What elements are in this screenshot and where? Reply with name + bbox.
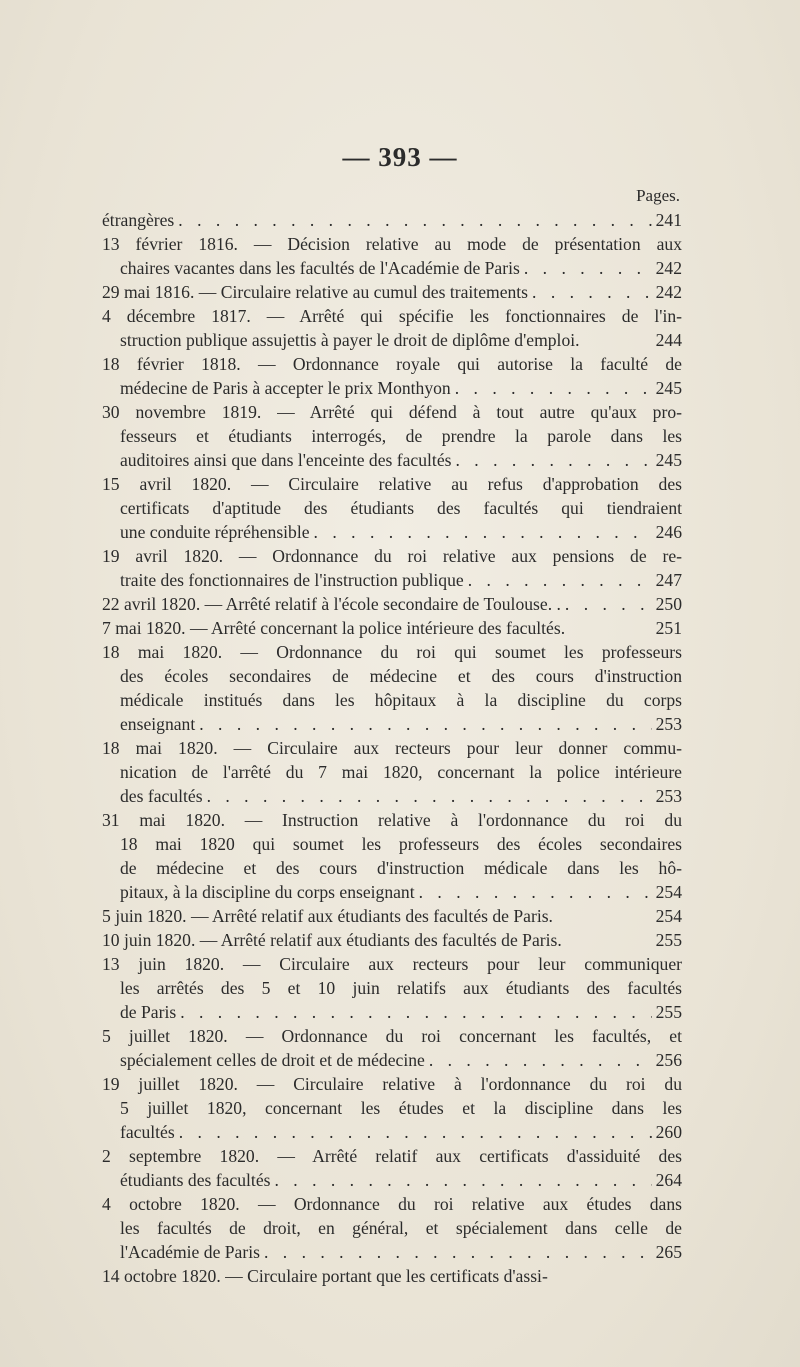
toc-entry-text: 4 décembre 1817. — Arrêté qui spécifie les fonctionnaires de l'in- — [102, 306, 682, 326]
toc-line — [120, 1048, 682, 1072]
dot-leader — [419, 880, 652, 904]
toc-page-number: 254 — [655, 882, 682, 902]
toc-entry-text: 2 septembre 1820. — Arrêté relatif aux certificats d'assiduité des — [102, 1146, 682, 1166]
dot-leader — [274, 1168, 651, 1192]
toc-line — [102, 592, 682, 616]
dot-leader — [532, 280, 652, 304]
toc-line — [120, 520, 682, 544]
toc-entry-text: 22 avril 1820. — Arrêté relatif à l'école secondaire de Toulouse. . — [102, 594, 561, 614]
toc-entry-text: 19 juillet 1820. — Circulaire relative à l'ordonnance du roi du — [102, 1074, 682, 1094]
toc-line — [120, 712, 682, 736]
dot-leader — [207, 784, 652, 808]
toc-line — [120, 1240, 682, 1264]
toc-page-number: 247 — [655, 570, 682, 590]
toc-line — [102, 280, 682, 304]
toc-entry-text: enseignant — [120, 714, 196, 734]
toc-line — [120, 256, 682, 280]
toc-page-number: 264 — [655, 1170, 682, 1190]
toc-page-number: 244 — [655, 330, 682, 350]
toc-line — [120, 328, 682, 352]
toc-page-number: 241 — [655, 210, 682, 230]
toc-page-number: 245 — [655, 450, 682, 470]
toc-page-number: 253 — [655, 786, 682, 806]
dot-leader — [524, 256, 652, 280]
toc-entry-text: des écoles secondaires de médecine et des cours d'instruction — [120, 666, 682, 686]
dot-leader — [178, 208, 651, 232]
toc-entry-text: traite des fonctionnaires de l'instruction publique — [120, 570, 464, 590]
toc-page-number: 250 — [655, 594, 682, 614]
dot-leader — [314, 520, 652, 544]
toc-entry-text: l'Académie de Paris — [120, 1242, 260, 1262]
toc-entry-text: 18 mai 1820. — Ordonnance du roi qui soumet les professeurs — [102, 642, 682, 662]
toc-entry-text: les facultés de droit, en général, et spécialement dans celle de — [120, 1218, 682, 1238]
toc-line — [120, 568, 682, 592]
toc-page-number: 255 — [655, 930, 682, 950]
toc-line — [102, 616, 682, 640]
dot-leader — [180, 1000, 651, 1024]
toc-entry-text: étudiants des facultés — [120, 1170, 271, 1190]
toc-page-number: 256 — [655, 1050, 682, 1070]
toc-entry-text: de Paris — [120, 1002, 177, 1022]
page-number: — 393 — — [342, 142, 458, 172]
toc-entry-text: médecine de Paris à accepter le prix Monthyon — [120, 378, 451, 398]
toc-entry-text: 15 avril 1820. — Circulaire relative au refus d'approbation des — [102, 474, 682, 494]
toc-line — [120, 784, 682, 808]
toc-entry-text: certificats d'aptitude des étudiants des facultés qui tiendraient — [120, 498, 682, 518]
dot-leader — [429, 1048, 652, 1072]
toc-page-number: 253 — [655, 714, 682, 734]
toc-entry-text: 13 juin 1820. — Circulaire aux recteurs pour leur communiquer — [102, 954, 682, 974]
toc-entry-text: nication de l'arrêté du 7 mai 1820, concernant la police intérieure — [120, 762, 682, 782]
toc-page-number: 242 — [655, 258, 682, 278]
toc-entry-text: struction publique assujettis à payer le droit de diplôme d'emploi. — [120, 330, 580, 350]
toc-entry-text: des facultés — [120, 786, 203, 806]
toc-entry-text: 30 novembre 1819. — Arrêté qui défend à tout autre qu'aux pro- — [102, 402, 682, 422]
dot-leader — [455, 376, 652, 400]
dot-leader — [179, 1120, 652, 1144]
toc-entry-text: chaires vacantes dans les facultés de l'Académie de Paris — [120, 258, 520, 278]
toc-entry-text: spécialement celles de droit et de médecine — [120, 1050, 425, 1070]
toc-entry-text: 4 octobre 1820. — Ordonnance du roi relative aux études dans — [102, 1194, 682, 1214]
toc-page-number: 251 — [655, 618, 682, 638]
toc-entry-text: 18 mai 1820 qui soumet les professeurs des écoles secondaires — [120, 834, 682, 854]
toc-line — [102, 904, 682, 928]
toc-entry-text: auditoires ainsi que dans l'enceinte des facultés — [120, 450, 452, 470]
toc-page-number: 246 — [655, 522, 682, 542]
toc-line — [102, 928, 682, 952]
toc-entry-text: 7 mai 1820. — Arrêté concernant la police intérieure des facultés. — [102, 618, 566, 638]
toc-line — [120, 1120, 682, 1144]
toc-entry-text: 5 juin 1820. — Arrêté relatif aux étudiants des facultés de Paris. — [102, 906, 553, 926]
dot-leader — [565, 592, 652, 616]
toc-page-number: 254 — [655, 906, 682, 926]
toc-page-number: 245 — [655, 378, 682, 398]
dot-leader — [468, 568, 652, 592]
toc-page-number: 255 — [655, 1002, 682, 1022]
toc-entry-text: médicale institués dans les hôpitaux à la discipline du corps — [120, 690, 682, 710]
dot-leader — [199, 712, 651, 736]
toc-entry-text: 5 juillet 1820. — Ordonnance du roi concernant les facultés, et — [102, 1026, 682, 1046]
toc-entry-text: 19 avril 1820. — Ordonnance du roi relative aux pensions de re- — [102, 546, 682, 566]
toc-page-number: 265 — [655, 1242, 682, 1262]
toc-entry-text: 18 mai 1820. — Circulaire aux recteurs pour leur donner commu- — [102, 738, 682, 758]
toc-entry-text: 31 mai 1820. — Instruction relative à l'ordonnance du roi du — [102, 810, 682, 830]
toc-entry-text: 14 octobre 1820. — Circulaire portant que les certificats d'assi- — [102, 1266, 548, 1286]
toc-line — [102, 208, 682, 232]
toc-entry-text: une conduite répréhensible — [120, 522, 310, 542]
toc-page-number: 260 — [655, 1122, 682, 1142]
toc-entry-text: 13 février 1816. — Décision relative au mode de présentation aux — [102, 234, 682, 254]
toc-entry-text: de médecine et des cours d'instruction médicale dans les hô- — [120, 858, 682, 878]
toc-entry-text: pitaux, à la discipline du corps enseignant — [120, 882, 415, 902]
toc-line — [120, 448, 682, 472]
toc-entry-text: fesseurs et étudiants interrogés, de prendre la parole dans les — [120, 426, 682, 446]
toc-entry-text: 10 juin 1820. — Arrêté relatif aux étudiants des facultés de Paris. — [102, 930, 562, 950]
toc-line — [120, 1168, 682, 1192]
toc-entry-text: étrangères — [102, 210, 175, 230]
toc-line — [120, 880, 682, 904]
toc-entry-text: 5 juillet 1820, concernant les études et la discipline dans les — [120, 1098, 682, 1118]
toc-line — [120, 376, 682, 400]
dot-leader — [264, 1240, 652, 1264]
toc-page-number: 242 — [655, 282, 682, 302]
toc-entry-text: facultés — [120, 1122, 175, 1142]
toc-entry-text: les arrêtés des 5 et 10 juin relatifs aux étudiants des facultés — [120, 978, 682, 998]
toc-line — [120, 1000, 682, 1024]
pages-column-label: Pages. — [636, 186, 680, 205]
toc-entry-text: 18 février 1818. — Ordonnance royale qui autorise la faculté de — [102, 354, 682, 374]
dot-leader — [455, 448, 651, 472]
toc-entry-text: 29 mai 1816. — Circulaire relative au cumul des traitements — [102, 282, 529, 302]
